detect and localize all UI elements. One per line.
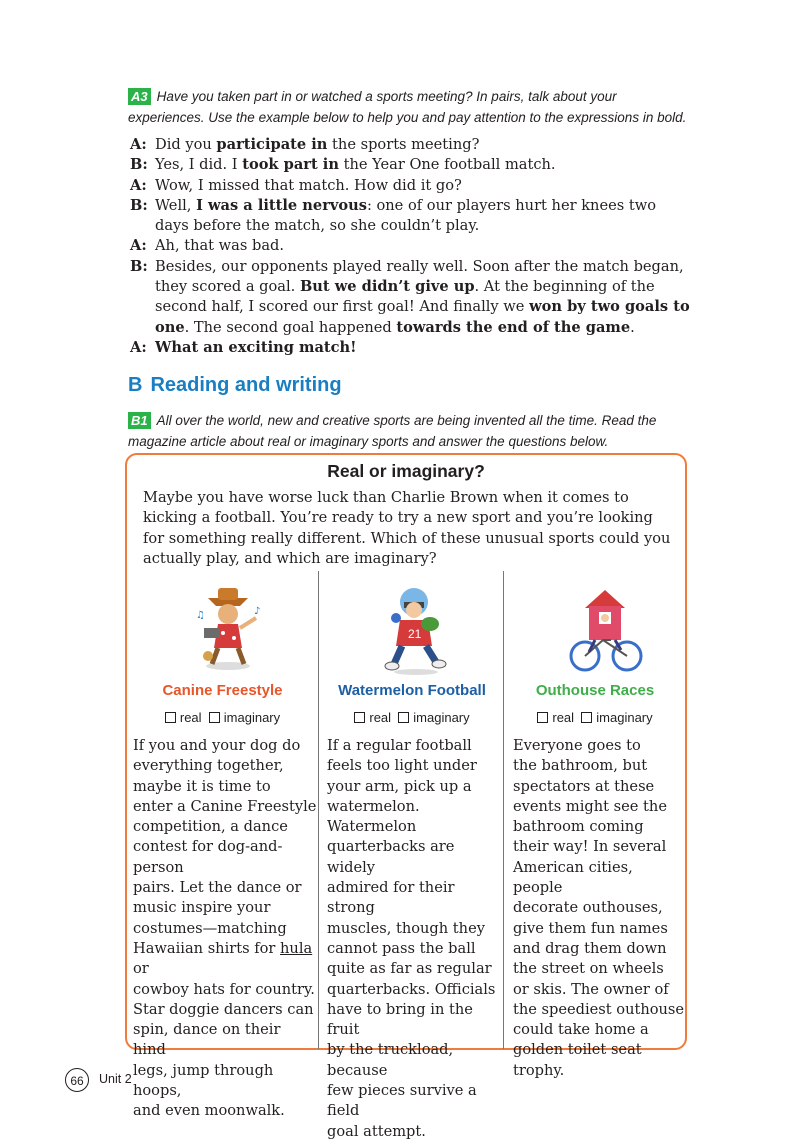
svg-text:♫: ♫	[196, 610, 205, 621]
text-line: their way! In several	[513, 838, 667, 856]
svg-text:21: 21	[408, 627, 422, 641]
speaker-label: B:	[130, 156, 148, 174]
text-line: the bathroom, but	[513, 757, 648, 775]
text-line: cowboy hats for country.	[133, 980, 315, 998]
a3-tag: A3	[128, 88, 151, 105]
dialogue	[130, 135, 690, 358]
speaker-label: B:	[130, 257, 148, 275]
text-line: muscles, though they	[327, 919, 485, 937]
sport-description	[513, 736, 685, 1081]
real-imaginary-choice	[130, 710, 315, 725]
dialogue-text: Besides, our opponents played really well. Soon after the match began, they scored a goal. But we didn’t give up. At the beginning of the second half, I scored our first goal! And finally we won by two goals to one. The second goal happened towards the end of the game.	[155, 257, 690, 336]
text-line: goal attempt.	[327, 1122, 426, 1140]
column-divider	[503, 571, 504, 1049]
imaginary-checkbox[interactable]	[398, 712, 409, 723]
text-line: everything together,	[133, 757, 284, 775]
text-line: quarterbacks are widely	[327, 838, 455, 876]
text-line: If a regular football	[327, 737, 472, 754]
sport-description	[327, 736, 502, 1142]
text-line: your arm, pick up a	[327, 777, 472, 795]
dialogue-text: Wow, I missed that match. How did it go?	[155, 176, 462, 194]
text-line: spin, dance on their hind	[133, 1021, 281, 1059]
imaginary-checkbox[interactable]	[581, 712, 592, 723]
dialogue-text: What an exciting match!	[155, 338, 357, 356]
dialogue-line	[130, 196, 690, 237]
text-line: enter a Canine Freestyle	[133, 797, 317, 815]
article-title: Real or imaginary?	[327, 461, 485, 481]
dialogue-text: Yes, I did. I took part in the Year One football match.	[155, 156, 556, 174]
text-line: admired for their strong	[327, 879, 455, 917]
b1-tag: B1	[128, 412, 151, 429]
text-line: and even moonwalk.	[133, 1102, 285, 1120]
text-line: maybe it is time to	[133, 777, 271, 795]
text-line: or skis. The owner of	[513, 980, 669, 998]
text-line: legs, jump through hoops,	[133, 1061, 274, 1100]
text-line: American cities, people	[513, 858, 633, 897]
text-line: costumes—matching	[133, 919, 287, 937]
section-letter: B	[128, 374, 143, 396]
sport-name: Outhouse Races	[535, 682, 655, 699]
text-line: the speediest outhouse	[513, 1000, 685, 1018]
text-line: have to bring in the fruit	[327, 1000, 473, 1039]
dialogue-line	[130, 236, 690, 256]
dialogue-text: Well, I was a little nervous: one of our players hurt her knees two days before the match, so she couldn’t play.	[155, 196, 656, 235]
text-line: quarterbacks. Officials	[327, 980, 496, 998]
text-line: watermelon. Watermelon	[327, 797, 420, 836]
imaginary-checkbox[interactable]	[209, 712, 220, 723]
a3-instruction-line-2: experiences. Use the example below to help you and pay attention to the expressions in bold.	[128, 110, 687, 125]
text-line: music inspire your	[133, 899, 271, 917]
text-line: cannot pass the ball	[327, 939, 476, 957]
text-line: Hawaiian shirts for hula or	[133, 939, 313, 978]
text-line: Star doggie dancers can	[133, 1000, 314, 1018]
text-line: bathroom coming	[513, 818, 644, 836]
imaginary-label: imaginary	[596, 710, 653, 725]
text-line: few pieces survive a field	[327, 1082, 477, 1120]
sport-name: Canine Freestyle	[162, 682, 283, 699]
text-line: quite as far as regular	[327, 960, 492, 978]
outhouse-bike-icon	[555, 578, 655, 678]
real-imaginary-choice	[322, 710, 502, 725]
b1-instruction	[128, 410, 698, 452]
svg-text:♪: ♪	[254, 606, 261, 617]
a3-instruction-line-1: Have you taken part in or watched a sports meeting? In pairs, talk about your	[156, 89, 617, 104]
speaker-label: A:	[130, 338, 147, 356]
text-line: by the truckload, because	[327, 1041, 454, 1079]
speaker-label: A:	[130, 237, 147, 255]
a3-instruction	[128, 86, 698, 128]
text-line: spectators at these	[513, 777, 655, 795]
page-number: 66	[65, 1068, 89, 1092]
text-line: contest for dog-and-person	[133, 838, 283, 876]
text-line: If you and your dog do	[133, 737, 301, 754]
text-line: competition, a dance	[133, 818, 288, 836]
text-line: feels too light under	[327, 757, 477, 775]
real-label: real	[179, 710, 202, 725]
real-imaginary-choice	[505, 710, 685, 725]
dialogue-line	[130, 338, 690, 358]
real-label: real	[552, 710, 575, 725]
dialogue-text: Ah, that was bad.	[155, 237, 285, 255]
dialogue-line	[130, 155, 690, 175]
real-checkbox[interactable]	[354, 712, 365, 723]
dialogue-line	[130, 176, 690, 196]
imaginary-label: imaginary	[223, 710, 281, 725]
dialogue-line	[130, 257, 690, 338]
glossary-word: hula	[280, 939, 313, 957]
text-line: give them fun names	[513, 919, 668, 937]
column-divider	[318, 571, 319, 1049]
imaginary-label: imaginary	[413, 710, 470, 725]
article-intro: Maybe you have worse luck than Charlie Brown when it comes to kicking a football. You’re ready to try a new sport and you’re looking for something really different. Which of these unusual sports could you actually play, and which are imaginary?	[143, 489, 671, 567]
section-b-heading	[128, 374, 342, 397]
text-line: events might see the	[513, 797, 667, 815]
section-title: Reading and writing	[150, 374, 342, 396]
unit-label: Unit 2	[99, 1072, 132, 1086]
dialogue-line	[130, 135, 690, 155]
real-checkbox[interactable]	[165, 712, 176, 723]
text-line: Everyone goes to	[513, 737, 641, 754]
speaker-label: A:	[130, 176, 147, 194]
football-player-icon	[366, 580, 466, 680]
text-line: decorate outhouses,	[513, 899, 663, 917]
b1-instruction-line-1: All over the world, new and creative sports are being invented all the time. Read the	[156, 413, 657, 428]
speaker-label: B:	[130, 196, 148, 214]
dialogue-text: Did you participate in the sports meeting?	[155, 136, 480, 153]
text-line: and drag them down	[513, 939, 667, 957]
sport-description	[133, 736, 317, 1122]
b1-instruction-line-2: magazine article about real or imaginary sports and answer the questions below.	[128, 434, 609, 449]
text-line: could take home a	[513, 1021, 649, 1039]
text-line: golden toilet seat trophy.	[513, 1041, 642, 1079]
speaker-label: A:	[130, 136, 147, 153]
real-checkbox[interactable]	[537, 712, 548, 723]
dog-dancer-icon	[178, 578, 278, 678]
text-line: pairs. Let the dance or	[133, 879, 302, 897]
sport-name: Watermelon Football	[338, 682, 486, 699]
text-line: the street on wheels	[513, 960, 664, 978]
real-label: real	[369, 710, 392, 725]
